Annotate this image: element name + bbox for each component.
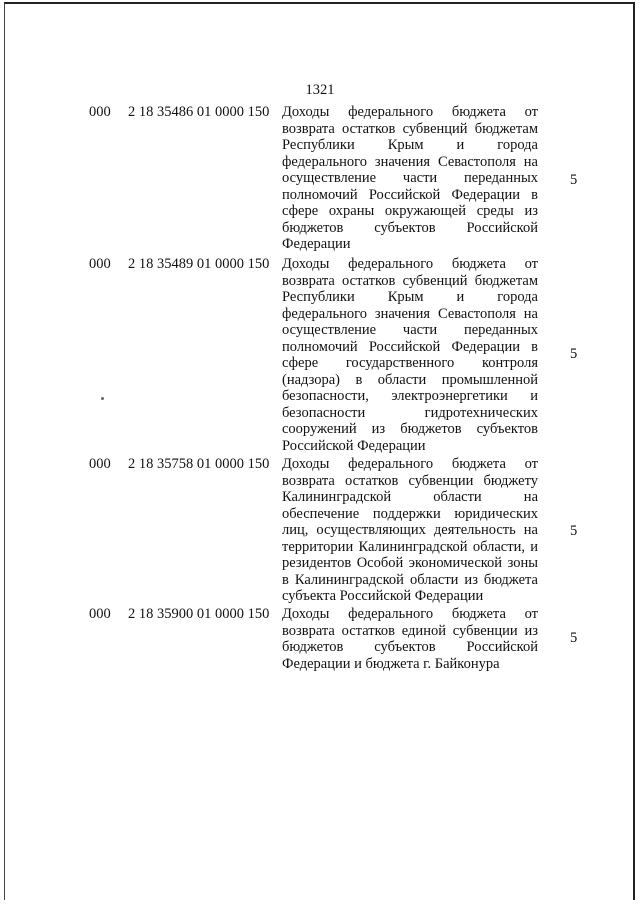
revenue-value: 5 bbox=[570, 523, 578, 539]
revenue-description: Доходы федерального бюджета от возврата остатков субвенций бюджетам Республики Крым и города федерального значения Севастополя на осуществление части переданных полномочий Российской Федерации в сфере охраны окружающей среды из бюджетов субъектов Российской Федерации bbox=[282, 104, 538, 252]
revenue-value: 5 bbox=[570, 346, 578, 362]
revenue-value: 5 bbox=[570, 630, 578, 646]
budget-classification-code: 2 18 35900 01 0000 150 bbox=[128, 606, 270, 622]
revenue-description: Доходы федерального бюджета от возврата остатков единой субвенции из бюджетов субъектов Российской Федерации и бюджета г. Байконура bbox=[282, 606, 538, 672]
admin-code: 000 bbox=[89, 456, 111, 472]
admin-code: 000 bbox=[89, 104, 111, 120]
scan-speck bbox=[101, 397, 104, 400]
revenue-description: Доходы федерального бюджета от возврата остатков субвенций бюджетам Республики Крым и города федерального значения Севастополя на осуществление части переданных полномочий Российской Федерации в сфере государственного контроля (надзора) в области промышленной безопасности, электроэнергетики и безопасности гидротехнических сооружений из бюджетов субъектов Российской Федерации bbox=[282, 256, 538, 454]
admin-code: 000 bbox=[89, 256, 111, 272]
page-number: 1321 bbox=[305, 82, 335, 98]
budget-classification-code: 2 18 35489 01 0000 150 bbox=[128, 256, 270, 272]
budget-classification-code: 2 18 35486 01 0000 150 bbox=[128, 104, 270, 120]
revenue-value: 5 bbox=[570, 172, 578, 188]
budget-classification-code: 2 18 35758 01 0000 150 bbox=[128, 456, 270, 472]
revenue-description: Доходы федерального бюджета от возврата остатков субвенции бюджету Калининградской области на обеспечение поддержки юридических лиц, осуществляющих деятельность на территории Калининградской области, и резидентов Особой экономической зоны в Калининградской области из бюджета субъекта Российской Федерации bbox=[282, 456, 538, 604]
admin-code: 000 bbox=[89, 606, 111, 622]
